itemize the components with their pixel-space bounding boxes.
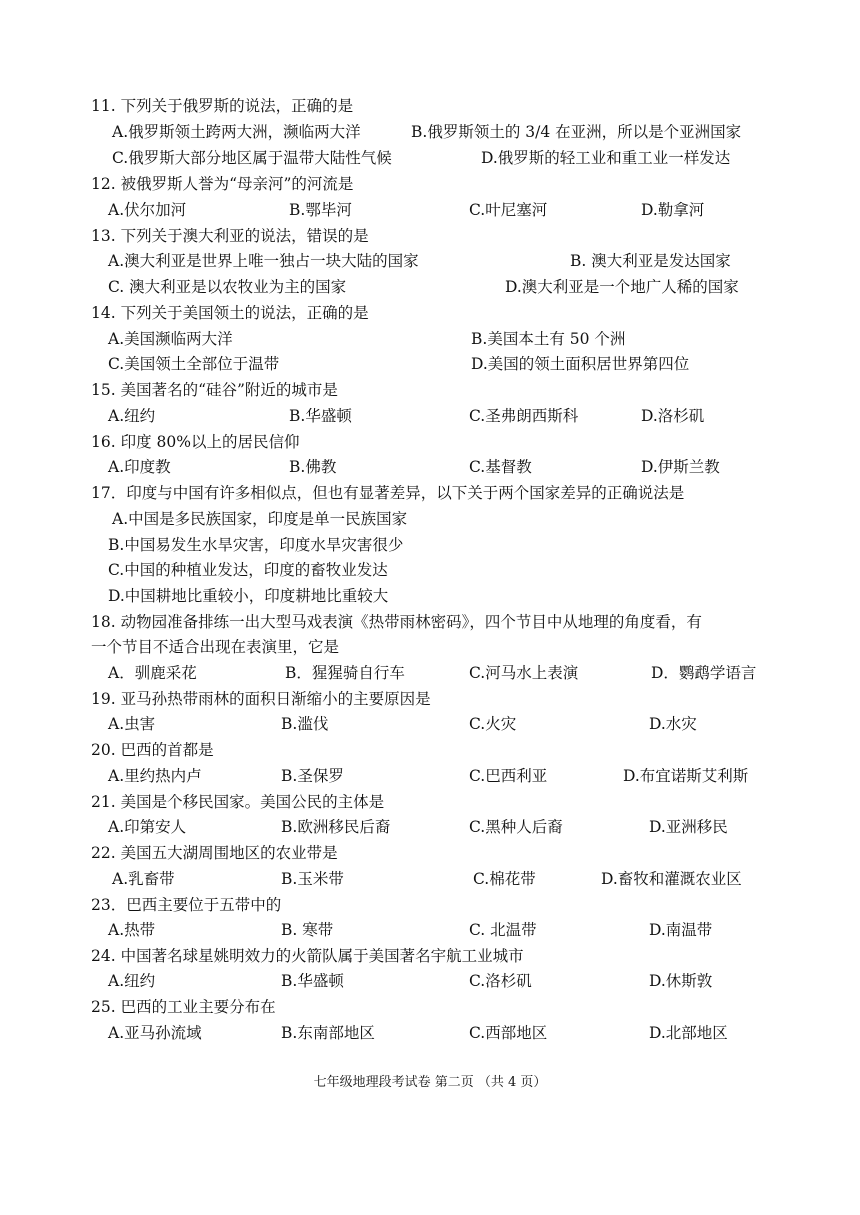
question-23-options bbox=[0, 919, 860, 941]
question-18-stem: 18. 动物园准备排练一出大型马戏表演《热带雨林密码》，四个节目中从地理的角度看，有 bbox=[91, 613, 702, 631]
option-c: C.叶尼塞河 bbox=[469, 201, 548, 219]
option-d: D.北部地区 bbox=[649, 1024, 728, 1042]
option-a: A.亚马孙流域 bbox=[108, 1024, 202, 1042]
option-c: C. 澳大利亚是以农牧业为主的国家 bbox=[108, 278, 347, 296]
option-d: D.勒拿河 bbox=[641, 201, 705, 219]
question-13-options-row-1 bbox=[0, 250, 860, 272]
option-d: D.南温带 bbox=[649, 921, 713, 939]
option-b: B.美国本土有 50 个洲 bbox=[471, 330, 626, 348]
option-b: B.华盛顿 bbox=[281, 972, 344, 990]
option-b: B.圣保罗 bbox=[281, 767, 344, 785]
page-footer: 七年级地理段考试卷 第二页 （共 4 页） bbox=[313, 1075, 547, 1090]
option-b: B．猩猩骑自行车 bbox=[285, 664, 405, 682]
question-11-stem: 11. 下列关于俄罗斯的说法，正确的是 bbox=[91, 97, 354, 115]
option-c: C.圣弗朗西斯科 bbox=[469, 407, 579, 425]
option-b: B.华盛顿 bbox=[289, 407, 352, 425]
question-19-stem: 19. 亚马孙热带雨林的面积日渐缩小的主要原因是 bbox=[91, 690, 431, 708]
option-c: C.火灾 bbox=[469, 715, 517, 733]
question-15-options bbox=[0, 405, 860, 427]
option-a: A.纽约 bbox=[108, 972, 156, 990]
question-12-options bbox=[0, 199, 860, 221]
option-a: A.印第安人 bbox=[108, 818, 187, 836]
option-b: B.鄂毕河 bbox=[289, 201, 352, 219]
question-21-options bbox=[0, 816, 860, 838]
question-18-stem-continued: 一个节目不适合出现在表演里，它是 bbox=[91, 638, 340, 656]
option-a: A.印度教 bbox=[108, 458, 171, 476]
option-d: D.伊斯兰教 bbox=[641, 458, 720, 476]
question-17-option-c: C.中国的种植业发达，印度的畜牧业发达 bbox=[108, 561, 388, 579]
option-a: A.伏尔加河 bbox=[108, 201, 187, 219]
question-16-stem: 16. 印度 80%以上的居民信仰 bbox=[91, 433, 300, 451]
option-a: A．驯鹿采花 bbox=[108, 664, 197, 682]
option-a: A.乳畜带 bbox=[112, 870, 175, 888]
option-a: A.虫害 bbox=[108, 715, 156, 733]
option-c: C.河马水上表演 bbox=[469, 664, 579, 682]
option-a: A.里约热内卢 bbox=[108, 767, 202, 785]
option-a: A.纽约 bbox=[108, 407, 156, 425]
option-b: B.俄罗斯领土的 3/4 在亚洲，所以是个亚洲国家 bbox=[411, 123, 742, 141]
question-24-stem: 24. 中国著名球星姚明效力的火箭队属于美国著名宇航工业城市 bbox=[91, 947, 524, 965]
question-14-stem: 14. 下列关于美国领土的说法，正确的是 bbox=[91, 304, 369, 322]
option-d: D.水灾 bbox=[649, 715, 697, 733]
question-23-stem: 23．巴西主要位于五带中的 bbox=[91, 896, 282, 914]
option-a: A.澳大利亚是世界上唯一独占一块大陆的国家 bbox=[108, 252, 419, 270]
option-b: B.滥伐 bbox=[281, 715, 329, 733]
option-c: C.洛杉矶 bbox=[469, 972, 532, 990]
option-b: B.玉米带 bbox=[281, 870, 344, 888]
question-21-stem: 21. 美国是个移民国家。美国公民的主体是 bbox=[91, 793, 385, 811]
question-22-options bbox=[0, 868, 860, 890]
question-20-options bbox=[0, 765, 860, 787]
question-11-options-row-1 bbox=[0, 121, 860, 143]
question-11-options-row-2 bbox=[0, 147, 860, 169]
question-17-option-a: A.中国是多民族国家，印度是单一民族国家 bbox=[112, 510, 408, 528]
question-17-option-b: B.中国易发生水旱灾害，印度水旱灾害很少 bbox=[108, 536, 404, 554]
question-25-stem: 25. 巴西的工业主要分布在 bbox=[91, 998, 276, 1016]
option-b: B. 澳大利亚是发达国家 bbox=[570, 252, 731, 270]
question-14-options-row-1 bbox=[0, 328, 860, 350]
question-24-options bbox=[0, 970, 860, 992]
option-c: C.巴西利亚 bbox=[469, 767, 548, 785]
question-12-stem: 12. 被俄罗斯人誉为“母亲河”的河流是 bbox=[91, 175, 354, 193]
question-25-options bbox=[0, 1022, 860, 1044]
option-c: C.西部地区 bbox=[469, 1024, 548, 1042]
option-d: D.俄罗斯的轻工业和重工业一样发达 bbox=[481, 149, 731, 167]
option-b: B.欧洲移民后裔 bbox=[281, 818, 391, 836]
question-14-options-row-2 bbox=[0, 353, 860, 375]
question-17-option-d: D.中国耕地比重较小，印度耕地比重较大 bbox=[108, 587, 389, 605]
option-a: A.美国濒临两大洋 bbox=[108, 330, 233, 348]
option-d: D.畜牧和灌溉农业区 bbox=[601, 870, 742, 888]
option-d: D.休斯敦 bbox=[649, 972, 713, 990]
option-d: D.美国的领土面积居世界第四位 bbox=[471, 355, 690, 373]
question-20-stem: 20. 巴西的首都是 bbox=[91, 741, 214, 759]
option-c: C.俄罗斯大部分地区属于温带大陆性气候 bbox=[112, 149, 392, 167]
question-16-options bbox=[0, 456, 860, 478]
question-17-stem: 17．印度与中国有许多相似点，但也有显著差异，以下关于两个国家差异的正确说法是 bbox=[91, 484, 685, 502]
option-b: B. 寒带 bbox=[281, 921, 334, 939]
option-c: C.美国领土全部位于温带 bbox=[108, 355, 280, 373]
option-c: C.棉花带 bbox=[473, 870, 536, 888]
question-15-stem: 15. 美国著名的“硅谷”附近的城市是 bbox=[91, 381, 338, 399]
option-c: C. 北温带 bbox=[469, 921, 537, 939]
option-a: A.俄罗斯领土跨两大洲，濒临两大洋 bbox=[112, 123, 361, 141]
option-d: D．鹦鹉学语言 bbox=[651, 664, 757, 682]
question-22-stem: 22. 美国五大湖周围地区的农业带是 bbox=[91, 844, 338, 862]
option-d: D.亚洲移民 bbox=[649, 818, 728, 836]
question-19-options bbox=[0, 713, 860, 735]
option-b: B.东南部地区 bbox=[281, 1024, 375, 1042]
question-13-stem: 13. 下列关于澳大利亚的说法，错误的是 bbox=[91, 227, 369, 245]
option-d: D.布宜诺斯艾利斯 bbox=[623, 767, 749, 785]
option-c: C.黑种人后裔 bbox=[469, 818, 563, 836]
option-d: D.洛杉矶 bbox=[641, 407, 705, 425]
question-18-options bbox=[0, 662, 860, 684]
option-b: B.佛教 bbox=[289, 458, 337, 476]
option-c: C.基督教 bbox=[469, 458, 532, 476]
question-13-options-row-2 bbox=[0, 276, 860, 298]
option-a: A.热带 bbox=[108, 921, 156, 939]
option-d: D.澳大利亚是一个地广人稀的国家 bbox=[505, 278, 739, 296]
